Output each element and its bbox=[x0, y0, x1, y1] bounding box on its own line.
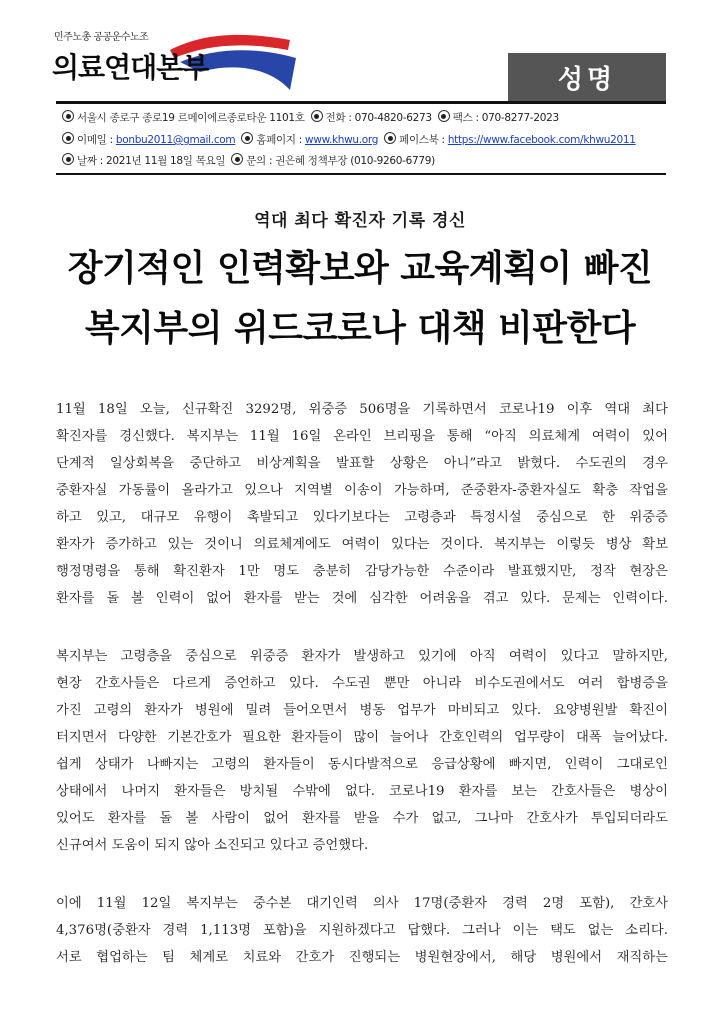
paragraph-line: 가진 고령의 환자가 병원에 밀려 들어오면서 병동 업무가 마비되고 있다. 요양병원발 확진이 bbox=[56, 703, 668, 718]
header-divider bbox=[56, 101, 666, 104]
paragraph-line: 상태에서 나머지 환자들은 방치될 수밖에 없다. 코로나19 환자를 보는 간호사들은 병상이 bbox=[56, 784, 668, 799]
bullet-icon bbox=[384, 132, 396, 144]
paragraph-line: 4,376명(중환자 경력 1,113명 포함)을 지원하겠다고 답했다. 그러나 이는 택도 없는 소리다. bbox=[56, 923, 668, 938]
paragraph-line: 신규여서 도움이 되지 않아 소진되고 있다고 증언했다. bbox=[56, 838, 369, 853]
address: 서울시 종로구 종로19 르메이에르종로타운 1101호 bbox=[77, 112, 305, 124]
contact-line-online bbox=[62, 132, 636, 147]
document-title-line-1: 장기적인 인력확보와 교육계획이 빠진 bbox=[67, 248, 653, 289]
union-logo bbox=[50, 28, 260, 98]
paragraph-line: 서로 협업하는 팀 체계로 치료와 간호가 진행되는 병원현장에서, 해당 병원에서 재직하는 bbox=[56, 950, 668, 965]
document-subtitle: 역대 최다 확진자 기록 경신 bbox=[254, 211, 466, 231]
paragraph-line: 있어도 환자를 돌 볼 사람이 없어 환자를 받을 수가 없고, 그나마 간호사가 투입되더라도 bbox=[56, 811, 668, 826]
paragraph-line: 쉽게 상태가 나빠지는 고령의 환자들이 동시다발적으로 응급상황에 빠지면, 인력이 그대로인 bbox=[56, 757, 668, 772]
facebook-link[interactable]: https://www.facebook.com/khwu2011 bbox=[447, 134, 636, 146]
phone: 전화 : 070-4820-6273 bbox=[325, 112, 432, 124]
paragraph-line: 확진자를 경신했다. 복지부는 11월 16일 온라인 브리핑을 통해 “아직 의료체계 여력이 있어 bbox=[56, 429, 668, 444]
document-title-line-2: 복지부의 위드코로나 대책 비판한다 bbox=[84, 308, 636, 349]
contact-line-date bbox=[62, 153, 435, 168]
body-paragraph-2 bbox=[56, 643, 668, 859]
paragraph-line: 하고 있고, 대규모 유행이 촉발되고 있다기보다는 고령층과 특정시설 중심으로 한 위중증 bbox=[56, 510, 668, 525]
bullet-icon bbox=[438, 110, 450, 122]
email-label: 이메일 : bbox=[77, 134, 116, 146]
bullet-icon bbox=[311, 110, 323, 122]
email-link[interactable]: bonbu2011@gmail.com bbox=[115, 134, 236, 146]
bullet-icon bbox=[231, 153, 243, 165]
paragraph-line: 터지면서 다양한 기본간호가 필요한 환자들이 많이 늘어나 간호인력의 업무량이 대폭 늘어났다. bbox=[56, 730, 668, 745]
release-date: 날짜 : 2021년 11월 18일 목요일 bbox=[77, 155, 226, 167]
header-bottom-divider bbox=[56, 173, 666, 175]
org-name: 의료연대본부 bbox=[52, 51, 209, 84]
paragraph-line: 현장 간호사들은 다르게 증언하고 있다. 수도권 뿐만 아니라 비수도권에서도 여러 합병증을 bbox=[56, 676, 668, 691]
bullet-icon bbox=[62, 153, 74, 165]
body-paragraph-3 bbox=[56, 890, 668, 971]
paragraph-line: 행정명령을 통해 확진환자 1만 명도 충분히 감당가능한 수준이라 발표했지만, 정작 현장은 bbox=[56, 564, 668, 579]
facebook-label: 페이스북 : bbox=[399, 134, 448, 146]
body-paragraph-1 bbox=[56, 396, 668, 612]
homepage-label: 홈페이지 : bbox=[256, 134, 306, 146]
bullet-icon bbox=[62, 110, 74, 122]
fax: 팩스 : 070-8277-2023 bbox=[452, 112, 559, 124]
paragraph-line: 환자를 돌 볼 인력이 없어 환자를 받는 것에 심각한 어려움을 겪고 있다. 문제는 인력이다. bbox=[56, 591, 668, 606]
paragraph-line: 이에 11월 12일 복지부는 중수본 대기인력 의사 17명(중환자 경력 2명 포함), 간호사 bbox=[56, 896, 668, 911]
paragraph-line: 11월 18일 오늘, 신규확진 3292명, 위중증 506명을 기록하면서 코로나19 이후 역대 최다 bbox=[56, 402, 668, 417]
homepage-link[interactable]: www.khwu.org bbox=[305, 134, 379, 146]
paragraph-line: 단계적 일상회복을 중단하고 비상계획을 발표할 상황은 아니”라고 밝혔다. 수도권의 경우 bbox=[56, 456, 668, 471]
inquiry-contact: 문의 : 권은혜 정책부장 (010-9260-6779) bbox=[246, 155, 435, 167]
document-type-badge: 성명 bbox=[508, 53, 666, 101]
paragraph-line: 환자가 증가하고 있는 것이니 의료체계에도 여력이 있다는 것이다. 복지부는 이렇듯 병상 확보 bbox=[56, 537, 668, 552]
bullet-icon bbox=[62, 132, 74, 144]
paragraph-line: 복지부는 고령층을 중심으로 위중증 환자가 발생하고 있기에 아직 여력이 있다고 말하지만, bbox=[56, 649, 668, 664]
contact-line-address bbox=[62, 110, 559, 125]
bullet-icon bbox=[241, 132, 253, 144]
org-subtitle: 민주노총 공공운수노조 bbox=[54, 32, 149, 43]
paragraph-line: 중환자실 가동률이 올라가고 있으나 지역별 이송이 가능하며, 준중환자-중환자실도 확충 작업을 bbox=[56, 483, 668, 498]
